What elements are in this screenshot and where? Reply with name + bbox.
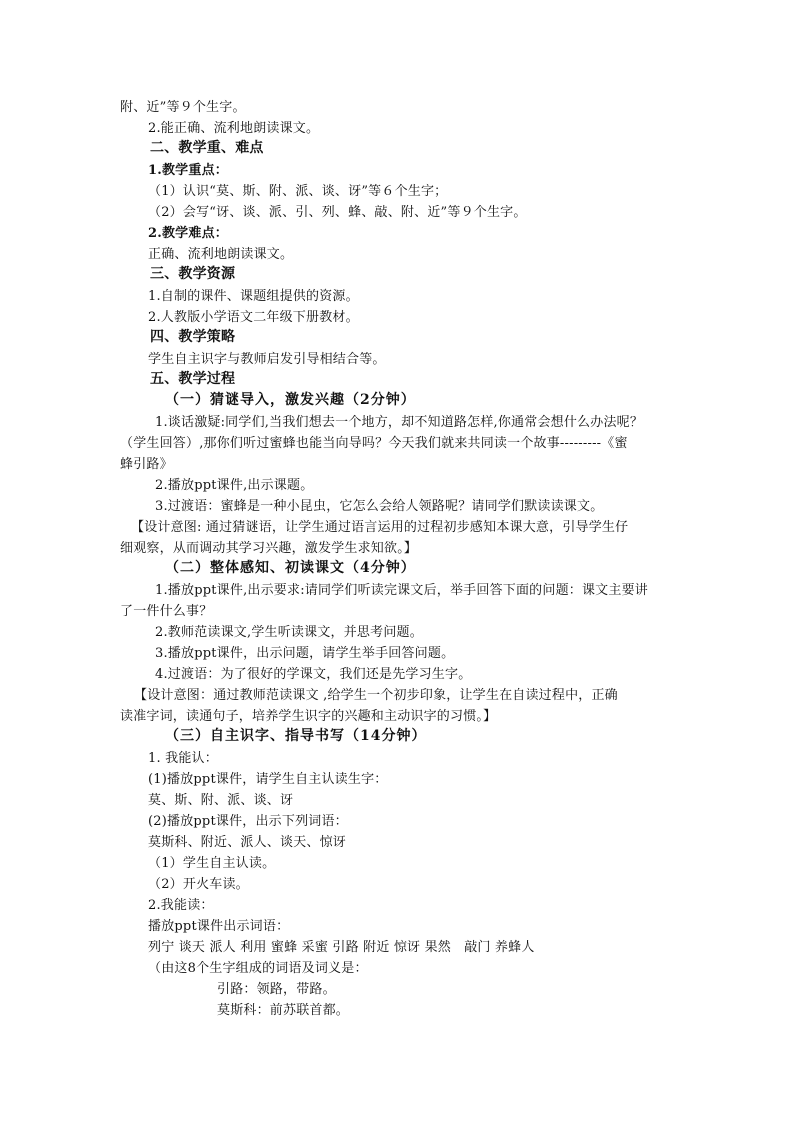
design-intent: 读准字词，读通句子，培养学生识字的兴趣和主动识字的习惯。】 [120,709,497,724]
text-line: 1.自制的课件、课题组提供的资源。 [148,289,359,304]
subsection-heading: 1.教学重点： [148,163,228,178]
text-line: 引路：领路，带路。 [217,982,336,997]
section-heading: 二、教学重、难点 [150,140,264,156]
text-line: 1.播放ppt课件,出示要求:请同学们听读完课文后，举手回答下面的问题：课文主要讲 [155,583,648,598]
text-line: 1.谈话激疑:同学们,当我们想去一个地方，却不知道路怎样,你通常会想什么办法呢？ [155,415,644,430]
text-line: 4.过渡语：为了很好的学课文，我们还是先学习生字。 [155,667,472,682]
text-line: 2.播放ppt课件,出示课题。 [155,478,314,493]
subsection-heading: （一）猜谜导入，激发兴趣（2分钟） [165,392,416,408]
text-line: 2.教师范读课文,学生听读课文，并思考问题。 [155,625,423,640]
text-line: （学生回答）,那你们听过蜜蜂也能当向导吗？今天我们就来共同读一个故事---------《蜜 [120,436,628,451]
subsection-heading: （二）整体感知、初读课文（4分钟） [165,560,416,576]
text-line: 学生自主识字与教师启发引导相结合等。 [148,352,386,367]
text-line: （由这8个生字组成的词语及词义是： [148,961,368,976]
text-line: （2）会写“讶、谈、派、引、列、蜂、敲、附、近”等９个生字。 [148,205,527,220]
text-line: 2.人教版小学语文二年级下册教材。 [148,310,359,325]
section-heading: 四、教学策略 [150,329,236,345]
text-line: 附、近”等９个生字。 [120,100,246,115]
section-heading: 三、教学资源 [150,266,236,282]
word-list: 列宁 谈天 派人 利用 蜜蜂 采蜜 引路 附近 惊讶 果然 敲门 养蜂人 [148,940,535,955]
text-line: 莫斯科：前苏联首都。 [217,1003,350,1018]
text-line: 正确、流利地朗读课文。 [148,247,294,262]
design-intent: 【设计意图：通过教师范读课文 ,给学生一个初步印象，让学生在自读过程中，正确 [134,688,618,703]
section-heading: 五、教学过程 [150,371,236,387]
text-line: （2）开火车读。 [148,877,249,892]
text-line: 1. 我能认： [148,751,218,766]
text-line: 2.能正确、流利地朗读课文。 [148,121,320,136]
text-line: （1）认识“莫、斯、附、派、谈、讶”等６个生字； [148,184,448,199]
subsection-heading: 2.教学难点： [148,226,228,241]
text-line: 3.播放ppt课件，出示问题，请学生举手回答问题。 [155,646,455,661]
text-line: 了一件什么事？ [120,604,213,619]
text-line: （1）学生自主认读。 [148,856,276,871]
text-line: (1)播放ppt课件，请学生自主认读生字： [148,772,388,787]
text-line: 3.过渡语：蜜蜂是一种小昆虫，它怎么会给人领路呢？请同学们默读读课文。 [155,499,604,514]
text-line: 播放ppt课件出示词语： [148,919,290,934]
subsection-heading: （三）自主识字、指导书写（14分钟） [165,728,427,744]
text-line: 蜂引路》 [120,457,173,472]
text-line: (2)播放ppt课件，出示下列词语： [148,814,348,829]
design-intent: 【设计意图: 通过猜谜语，让学生通过语言运用的过程初步感知本课大意，引导学生仔 [131,520,629,535]
design-intent: 细观察，从而调动其学习兴趣，激发学生求知欲。】 [120,541,418,556]
text-line: 2.我能读： [148,898,214,913]
text-line: 莫、斯、附、派、谈、讶 [148,793,294,808]
text-line: 莫斯科、附近、派人、谈天、惊讶 [148,835,347,850]
